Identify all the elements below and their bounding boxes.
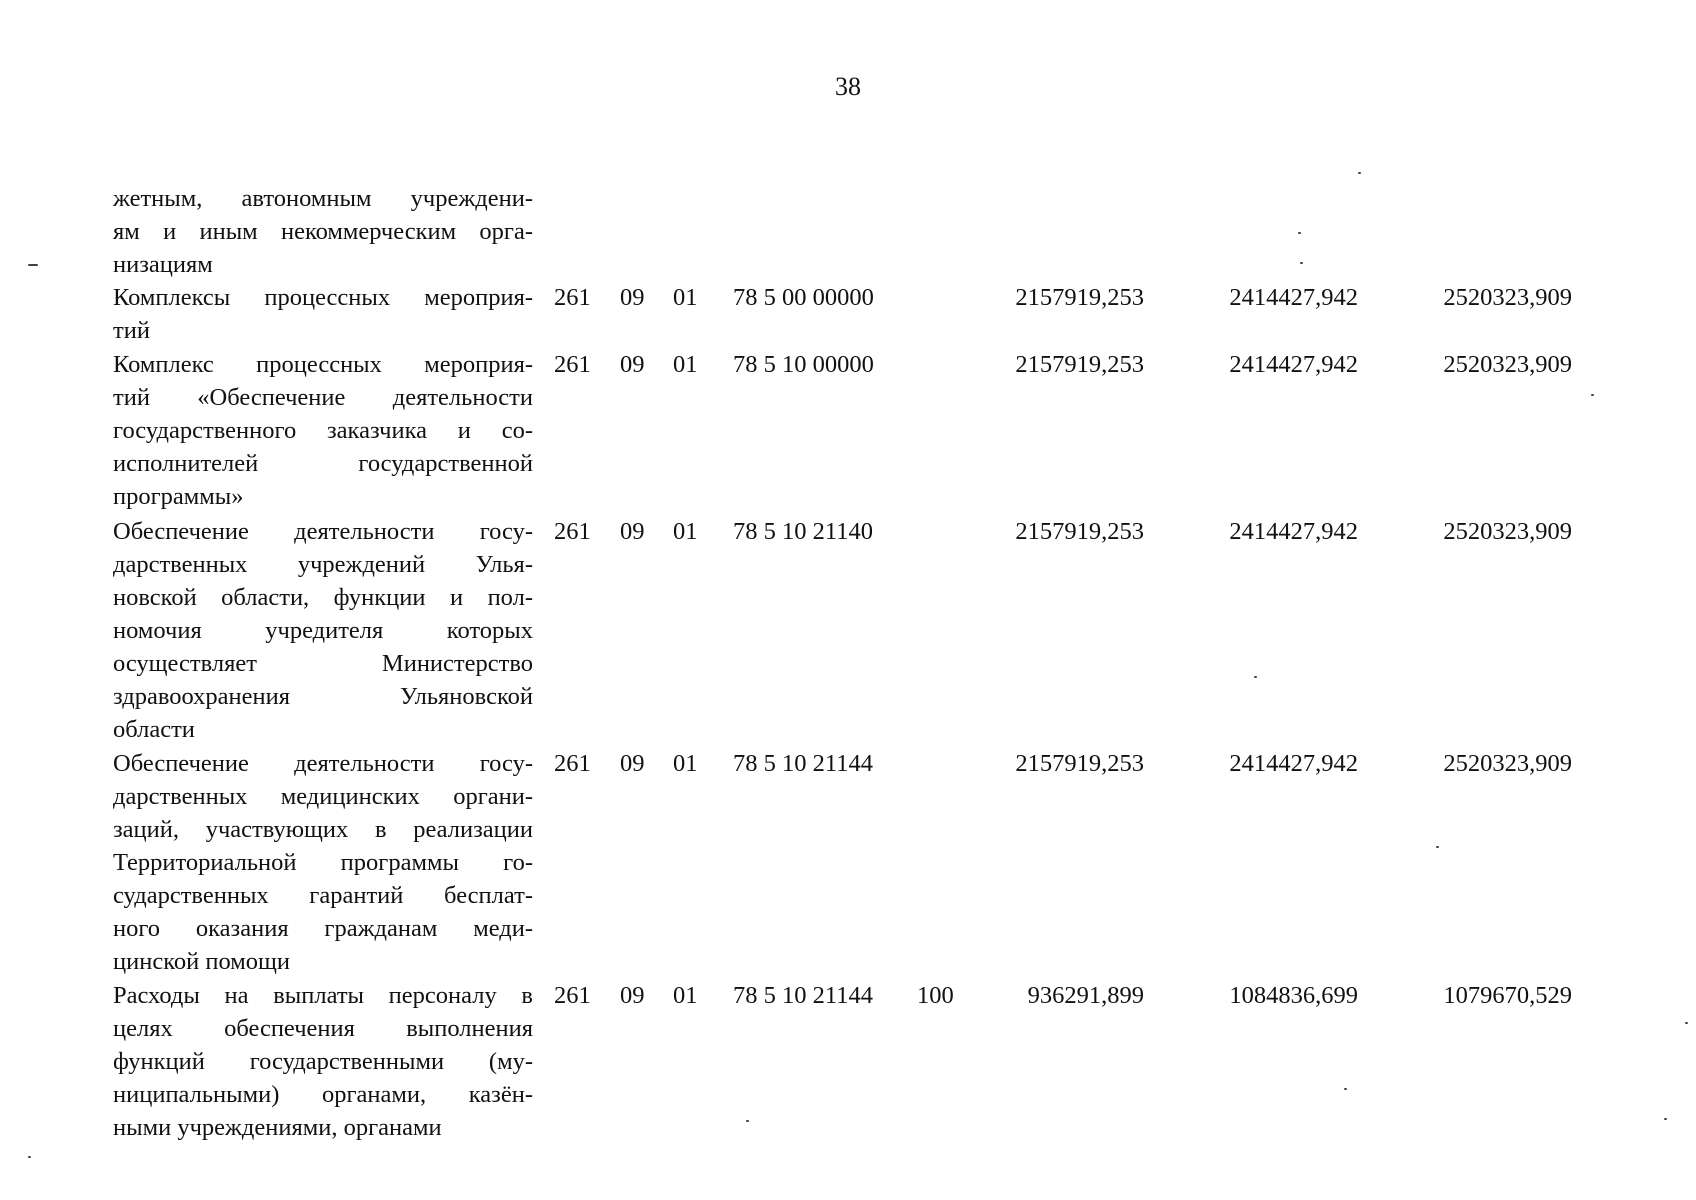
target-article-code: 78 5 10 21140 <box>733 518 873 545</box>
amount-year-1: 2157919,253 <box>1015 518 1144 545</box>
description-line: осуществляет Министерство <box>113 650 533 677</box>
scan-speck <box>1685 1022 1688 1024</box>
scan-speck <box>28 264 38 266</box>
description-line: Территориальной программы го- <box>113 849 533 876</box>
description-line: цинской помощи <box>113 948 290 975</box>
subsection-code: 01 <box>673 750 698 777</box>
section-code: 09 <box>620 750 645 777</box>
amount-year-3: 2520323,909 <box>1443 284 1572 311</box>
description-line: тий «Обеспечение деятельности <box>113 384 533 411</box>
description-line: жетным, автономным учреждени- <box>113 185 533 212</box>
scan-speck <box>1436 846 1439 848</box>
description-line: сударственных гарантий бесплат- <box>113 882 533 909</box>
description-line: тий <box>113 317 150 344</box>
target-article-code: 78 5 10 21144 <box>733 982 873 1009</box>
grbs-code: 261 <box>554 351 591 378</box>
target-article-code: 78 5 10 00000 <box>733 351 874 378</box>
amount-year-1: 936291,899 <box>1027 982 1144 1009</box>
row-description <box>113 281 533 347</box>
description-line: исполнителей государственной <box>113 450 533 477</box>
amount-year-2: 1084836,699 <box>1229 982 1358 1009</box>
grbs-code: 261 <box>554 518 591 545</box>
section-code: 09 <box>620 982 645 1009</box>
grbs-code: 261 <box>554 284 591 311</box>
description-line: здравоохранения Ульяновской <box>113 683 533 710</box>
row-description <box>113 515 533 746</box>
amount-year-2: 2414427,942 <box>1229 284 1358 311</box>
description-line: Комплекс процессных мероприя- <box>113 351 533 378</box>
subsection-code: 01 <box>673 351 698 378</box>
row-description <box>113 348 533 513</box>
page-number: 38 <box>835 72 861 101</box>
amount-year-1: 2157919,253 <box>1015 351 1144 378</box>
amount-year-3: 1079670,529 <box>1443 982 1572 1009</box>
subsection-code: 01 <box>673 518 698 545</box>
scan-speck <box>1254 676 1257 678</box>
row-description <box>113 182 533 281</box>
description-line: ниципальными) органами, казён- <box>113 1081 533 1108</box>
description-line: функций государственными (му- <box>113 1048 533 1075</box>
row-description <box>113 979 533 1144</box>
row-description <box>113 747 533 978</box>
scan-speck <box>1591 394 1594 396</box>
amount-year-3: 2520323,909 <box>1443 750 1572 777</box>
description-line: Комплексы процессных мероприя- <box>113 284 533 311</box>
description-line: дарственных учреждений Улья- <box>113 551 533 578</box>
description-line: заций, участвующих в реализации <box>113 816 533 843</box>
section-code: 09 <box>620 284 645 311</box>
scan-speck <box>1664 1118 1667 1120</box>
scan-speck <box>1300 262 1303 264</box>
scan-speck <box>1298 232 1301 234</box>
description-line: номочия учредителя которых <box>113 617 533 644</box>
description-line: низациям <box>113 251 213 278</box>
scan-speck <box>28 1156 31 1158</box>
amount-year-1: 2157919,253 <box>1015 750 1144 777</box>
grbs-code: 261 <box>554 750 591 777</box>
description-line: новской области, функции и пол- <box>113 584 533 611</box>
section-code: 09 <box>620 518 645 545</box>
description-line: ными учреждениями, органами <box>113 1114 442 1141</box>
grbs-code: 261 <box>554 982 591 1009</box>
expense-type-code: 100 <box>917 982 954 1009</box>
description-line: государственного заказчика и со- <box>113 417 533 444</box>
amount-year-2: 2414427,942 <box>1229 518 1358 545</box>
amount-year-3: 2520323,909 <box>1443 351 1572 378</box>
section-code: 09 <box>620 351 645 378</box>
amount-year-2: 2414427,942 <box>1229 351 1358 378</box>
description-line: программы» <box>113 483 244 510</box>
description-line: Обеспечение деятельности госу- <box>113 750 533 777</box>
description-line: Расходы на выплаты персоналу в <box>113 982 533 1009</box>
scan-speck <box>1358 172 1361 174</box>
scan-speck <box>1344 1088 1347 1090</box>
scan-speck <box>746 1120 749 1122</box>
amount-year-3: 2520323,909 <box>1443 518 1572 545</box>
subsection-code: 01 <box>673 982 698 1009</box>
target-article-code: 78 5 10 21144 <box>733 750 873 777</box>
description-line: ного оказания гражданам меди- <box>113 915 533 942</box>
target-article-code: 78 5 00 00000 <box>733 284 874 311</box>
description-line: Обеспечение деятельности госу- <box>113 518 533 545</box>
amount-year-1: 2157919,253 <box>1015 284 1144 311</box>
subsection-code: 01 <box>673 284 698 311</box>
description-line: ям и иным некоммерческим орга- <box>113 218 533 245</box>
description-line: целях обеспечения выполнения <box>113 1015 533 1042</box>
description-line: области <box>113 716 195 743</box>
description-line: дарственных медицинских органи- <box>113 783 533 810</box>
amount-year-2: 2414427,942 <box>1229 750 1358 777</box>
